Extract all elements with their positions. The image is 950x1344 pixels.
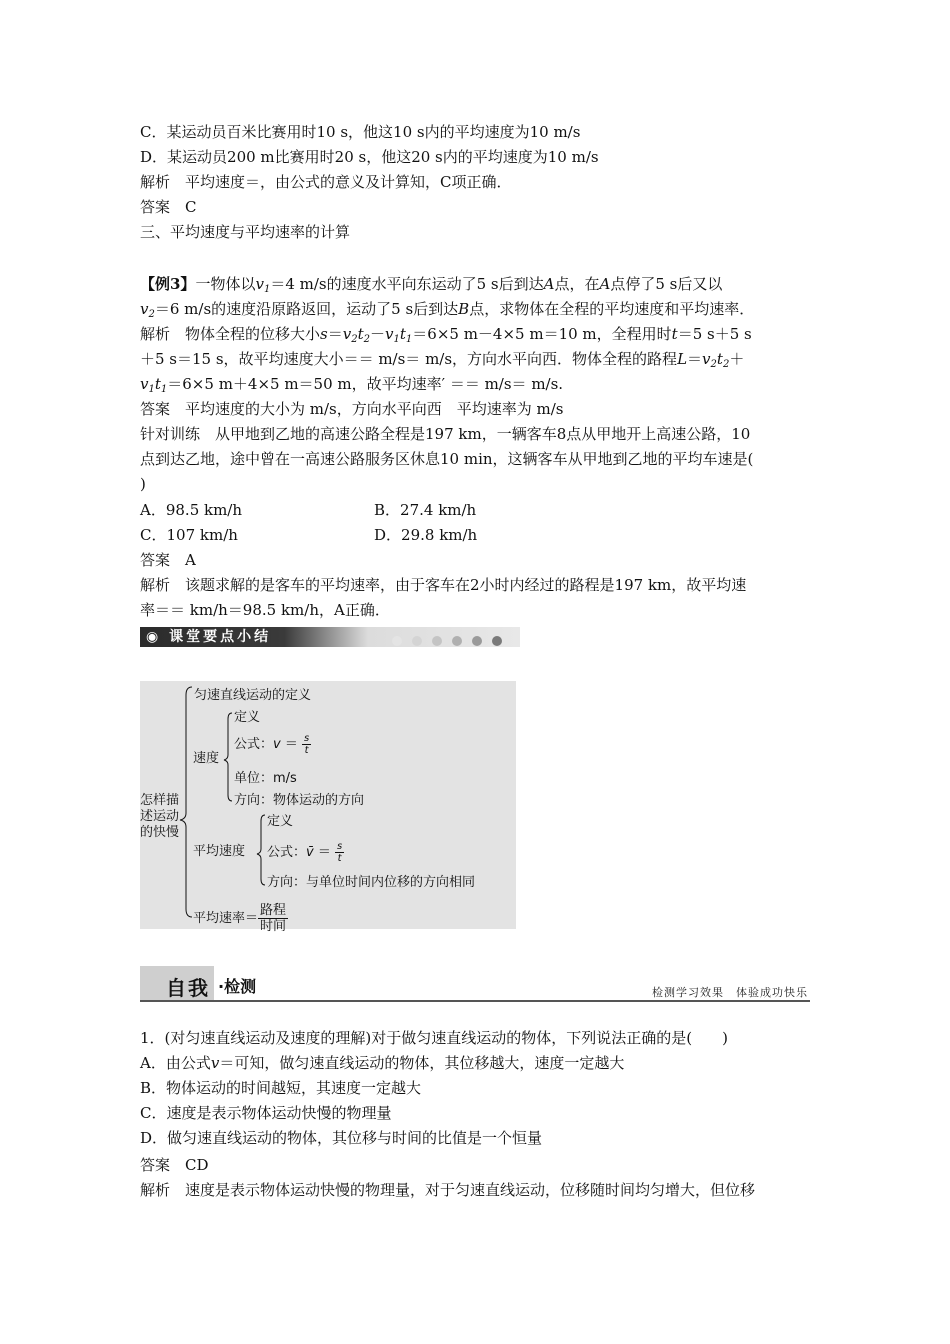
avg-definition: 定义: [267, 814, 294, 829]
example3-question-line2: $v_2=6$ m/s的速度沿原路返回，运动了5 s后到达B点，求物体在全程的平均速度和平均速率．: [140, 300, 755, 320]
avg-rate: 平均速率＝ $\frac{\text{路程}}{\text{时间}}$: [193, 903, 287, 934]
example-tag: 【例3】: [140, 275, 196, 293]
option-b: B．27.4 km/h: [374, 501, 477, 519]
uniform-definition: 匀速直线运动的定义: [194, 688, 312, 703]
summary-banner: [140, 627, 520, 647]
self-check-title: 自我: [166, 976, 210, 1000]
option-a: A．98.5 km/h: [140, 501, 243, 519]
training-question-line1: 针对训练 从甲地到乙地的高速公路全程是197 km，一辆客车8点从甲地开上高速公路，10: [140, 425, 751, 443]
dot-icon: [472, 636, 482, 646]
example3-analysis-line3: $v_1t_1=6\times 5$ m＋4×5 m＝50 m，故平均速率′ ＝＝ m/s＝ m/s.: [140, 375, 564, 395]
dot-icon: [432, 636, 442, 646]
fraction: $\frac{s}{t}$: [303, 733, 310, 756]
q1-option-c: C．速度是表示物体运动快慢的物理量: [140, 1104, 392, 1122]
example3-analysis-line2: ＋5 s＝15 s，故平均速度大小＝＝ m/s＝ m/s，方向水平向西．物体全程的路程$L=v_2t_2+$: [140, 350, 745, 370]
fraction: $\frac{\text{路程}}{\text{时间}}$: [260, 903, 287, 934]
option-d: D．29.8 km/h: [374, 526, 478, 544]
training-question-line2: 点到达乙地，途中曾在一高速公路服务区休息10 min，这辆客车从甲地到乙地的平均车速是(: [140, 450, 754, 468]
avg-direction: 方向：与单位时间内位移的方向相同: [267, 875, 476, 890]
concept-map: [140, 681, 516, 934]
self-check-header: [140, 962, 810, 1004]
example3-question-line1: 【例3】一物体以$v_1=4$ m/s的速度水平向东运动了5 s后到达A点，在A点停了5 s后又以: [140, 275, 723, 295]
speed-unit: 单位：m/s: [234, 771, 297, 786]
self-check-slogan: 检测学习效果 体验成功快乐: [652, 986, 808, 999]
root-line2: 述运动: [140, 809, 180, 824]
training-question-line3: ): [140, 475, 146, 493]
dot-icon: [452, 636, 462, 646]
divider: [140, 1000, 810, 1002]
option-c: C．某运动员百米比赛用时10 s，他这10 s内的平均速度为10 m/s: [140, 123, 581, 141]
analysis: 解析 平均速度＝，由公式的意义及计算知，C项正确．: [140, 173, 512, 191]
speed-formula: 公式：v ＝ $\frac{s}{t}$: [234, 733, 310, 756]
banner-dots: [392, 632, 512, 650]
dot-icon: [412, 636, 422, 646]
dot-icon: [392, 636, 402, 646]
dot-icon: [492, 636, 502, 646]
self-check-subtitle: ·检测: [218, 977, 257, 996]
avg-speed-label: 平均速度: [193, 844, 246, 859]
training-analysis-line1: 解析 该题求解的是客车的平均速率，由于客车在2小时内经过的路程是197 km，故平均速: [140, 576, 747, 594]
training-analysis-line2: 率＝＝ km/h＝98.5 km/h，A正确．: [140, 601, 390, 619]
option-c: C．107 km/h: [140, 526, 238, 544]
q1-option-b: B．物体运动的时间越短，其速度一定越大: [140, 1079, 422, 1097]
q1-stem: 1．(对匀速直线运动及速度的理解)对于做匀速直线运动的物体，下列说法正确的是( ): [140, 1029, 728, 1047]
q1-answer: 答案 CD: [140, 1156, 209, 1174]
speed-label: 速度: [193, 751, 220, 766]
section-heading: 三、平均速度与平均速率的计算: [140, 223, 351, 241]
avg-formula: 公式：v̄ ＝ $\frac{s}{t}$: [267, 841, 343, 864]
fraction: $\frac{s}{t}$: [336, 841, 343, 864]
answer: 答案 C: [140, 198, 197, 216]
q1-option-d: D．做匀速直线运动的物体，其位移与时间的比值是一个恒量: [140, 1129, 543, 1147]
root-line1: 怎样描: [140, 793, 180, 808]
root-line3: 的快慢: [140, 825, 180, 840]
option-d: D．某运动员200 m比赛用时20 s，他这20 s内的平均速度为10 m/s: [140, 148, 599, 166]
q1-option-a: A．由公式v＝可知，做匀速直线运动的物体，其位移越大，速度一定越大: [140, 1054, 625, 1072]
speed-direction: 方向：物体运动的方向: [234, 793, 365, 808]
speed-definition: 定义: [234, 710, 261, 725]
q1-analysis: 解析 速度是表示物体运动快慢的物理量，对于匀速直线运动，位移随时间均匀增大，但位移: [140, 1181, 756, 1199]
example3-analysis-line1: 解析 物体全程的位移大小$s=v_2t_2-v_1t_1=6\times 5$ m－4×5 m＝10 m，全程用时t＝5 s＋5 s: [140, 325, 752, 345]
example3-answer: 答案 平均速度的大小为 m/s，方向水平向西 平均速率为 m/s: [140, 400, 564, 418]
summary-banner-title: ◉ 课堂要点小结: [146, 629, 272, 645]
training-answer: 答案 A: [140, 551, 196, 569]
